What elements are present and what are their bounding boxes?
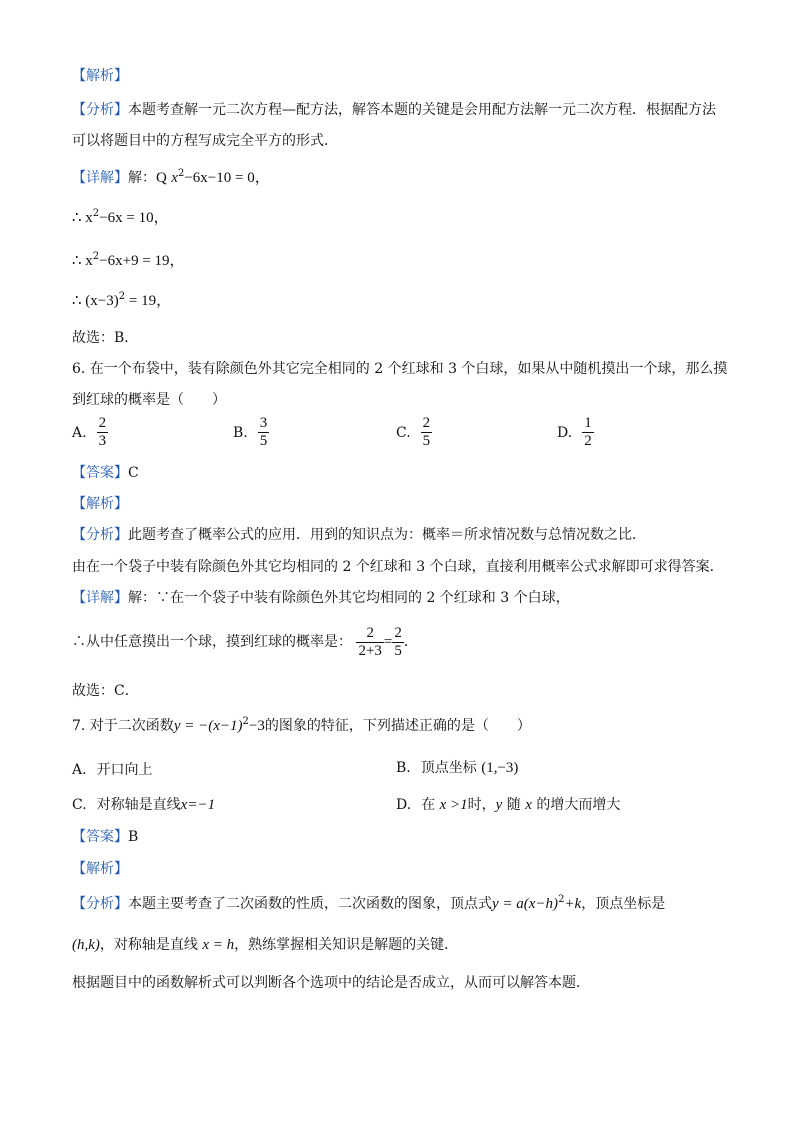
q6-detail: 【详解】解：∵在一个袋子中装有除颜色外其它均相同的 2 个红球和 3 个白球， [72, 590, 570, 606]
step-2: ∴ $x^2-6x+9 = 19$， [72, 251, 185, 269]
q7-stem: 7. 对于二次函数$y = -(x-1)^2-3$的图象的特征，下列描述正确的是（ ） [72, 716, 531, 734]
step-3: ∴ $(x-3)^2 = 19$， [72, 291, 172, 309]
q6-option-c: C. $\frac{2}{5}$ [396, 415, 431, 449]
fraction: $\frac{2}{3}$ [98, 415, 107, 449]
q6-final-answer: 故选：C． [72, 683, 139, 699]
q6-analysis-2: 由在一个袋子中装有除颜色外其它均相同的 2 个红球和 3 个白球，直接利用概率公式求解即可求得答案． [72, 559, 724, 575]
analysis-tag: 【分析】 [72, 102, 128, 118]
q7-analysis-line-2: (h,k)，对称轴是直线 x = h，熟练掌握相关知识是解题的关键． [72, 937, 459, 953]
q7-analysis-line-1: 【分析】本题主要考查了二次函数的性质，二次函数的图象，顶点式$y = a(x-h)^2+k$，顶点坐标是 [72, 894, 666, 912]
q7-option-d: D. 在 x >1时，y 随 x 的增大而增大 [396, 797, 621, 813]
fraction: $\frac{2}{5}$ [422, 415, 431, 449]
q6-answer: 【答案】C [72, 465, 139, 481]
because-symbol: Q [156, 170, 167, 186]
step-1: ∴ $x^2-6x = 10$， [72, 208, 169, 226]
q7-analysis-line-3: 根据题目中的函数解析式可以判断各个选项中的结论是否成立，从而可以解答本题． [72, 975, 590, 991]
answer-line: 故选：B． [72, 330, 139, 346]
fraction: $\frac{2}{5}$ [394, 624, 402, 659]
answer-tag: 【答案】 [72, 465, 128, 481]
fraction: $\frac{3}{5}$ [259, 415, 268, 449]
detail-tag: 【详解】 [72, 590, 128, 606]
q6-stem-line-1: 6. 在一个布袋中，装有除颜色外其它完全相同的 2 个红球和 3 个白球，如果从中随机摸出一个球，那么摸 [72, 361, 728, 377]
answer-tag: 【答案】 [72, 829, 128, 845]
q7-jiexi-heading: 【解析】 [72, 861, 128, 877]
fraction: $\frac{1}{2}$ [584, 415, 592, 449]
q6-stem-line-2: 到红球的概率是（ ） [72, 392, 226, 408]
analysis-line-2: 可以将题目中的方程写成完全平方的形式． [72, 133, 338, 149]
analysis-tag: 【分析】 [72, 527, 128, 543]
q6-jiexi-heading: 【解析】 [72, 496, 128, 512]
detail-tag: 【详解】 [72, 170, 128, 186]
q7-answer: 【答案】B [72, 829, 139, 845]
analysis-tag: 【分析】 [72, 896, 128, 912]
q6-option-b: B. $\frac{3}{5}$ [233, 415, 268, 449]
q6-analysis: 【分析】此题考查了概率公式的应用．用到的知识点为：概率＝所求情况数与总情况数之比． [72, 527, 646, 543]
q7-option-c: C. 对称轴是直线x=−1 [72, 797, 216, 813]
analysis-line-1: 【分析】本题考查解一元二次方程—配方法，解答本题的关键是会用配方法解一元二次方程．根据配方法 [72, 102, 716, 118]
detail-line: 【详解】解：Q $x^2-6x-10 = 0$， [72, 168, 270, 186]
q7-option-b: B. 顶点坐标 (1,−3) [396, 760, 519, 776]
q7-option-a: A. 开口向上 [72, 762, 153, 778]
q6-probability-line: ∴从中任意摸出一个球，摸到红球的概率是： $\frac{2}{2+3}$ = $\frac{2}{5}$ ． [72, 624, 418, 659]
q6-option-a: A. $\frac{2}{3}$ [72, 415, 107, 449]
q6-option-d: D. $\frac{1}{2}$ [557, 415, 592, 449]
jiexi-heading: 【解析】 [72, 68, 128, 84]
fraction: $\frac{2}{2+3}$ [358, 624, 382, 659]
